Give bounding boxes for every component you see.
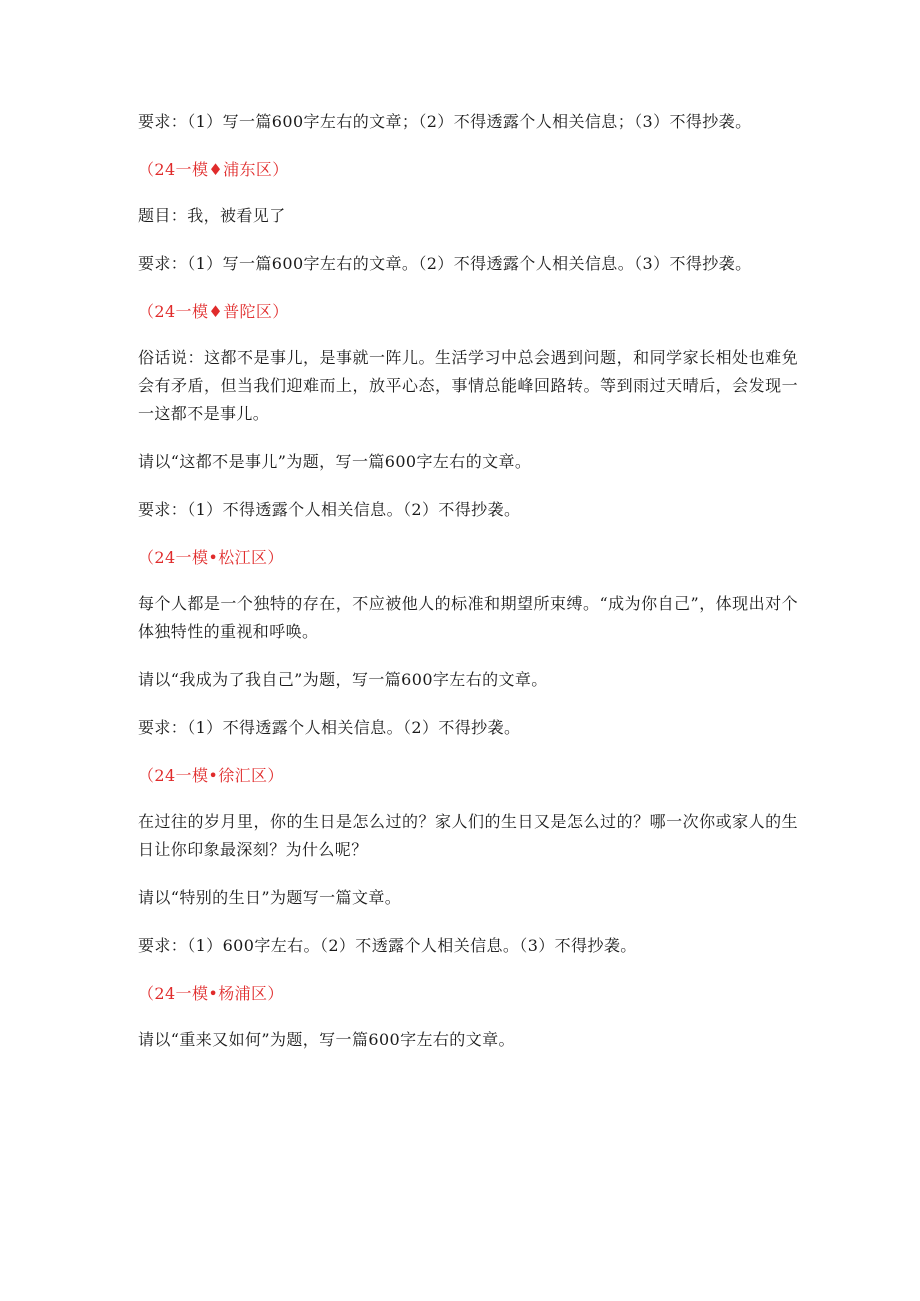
prompt-instruction: 请以“我成为了我自己”为题，写一篇600字左右的文章。 <box>138 670 548 689</box>
source-label-pudong: （24一模♦浦东区） <box>138 160 289 179</box>
requirements-paragraph: 要求：（1）写一篇600字左右的文章。（2）不得透露个人相关信息。（3）不得抄袭。 <box>138 254 752 273</box>
prompt-instruction: 请以“这都不是事儿”为题，写一篇600字左右的文章。 <box>138 452 532 471</box>
requirements-paragraph: 要求：（1）写一篇600字左右的文章；（2）不得透露个人相关信息；（3）不得抄袭。 <box>138 112 752 131</box>
source-label-putuo: （24一模♦普陀区） <box>138 302 289 321</box>
source-label-xuhui: （24一模•徐汇区） <box>138 766 284 785</box>
requirements-paragraph: 要求：（1）不得透露个人相关信息。（2）不得抄袭。 <box>138 500 521 519</box>
requirements-paragraph: 要求：（1）不得透露个人相关信息。（2）不得抄袭。 <box>138 718 521 737</box>
document-body <box>138 108 798 1054</box>
prompt-paragraph: 俗话说：这都不是事儿，是事就一阵儿。生活学习中总会遇到问题，和同学家长相处也难免会有矛盾，但当我们迎难而上，放平心态，事情总能峰回路转。等到雨过天晴后，会发现一一这都不是事儿。 <box>138 348 798 423</box>
prompt-instruction: 请以“特别的生日”为题写一篇文章。 <box>138 888 402 907</box>
prompt-title: 题目：我，被看见了 <box>138 206 286 225</box>
source-label-yangpu: （24一模•杨浦区） <box>138 984 284 1003</box>
prompt-paragraph: 在过往的岁月里，你的生日是怎么过的？家人们的生日又是怎么过的？哪一次你或家人的生日让你印象最深刻？为什么呢？ <box>138 812 798 859</box>
prompt-instruction: 请以“重来又如何”为题，写一篇600字左右的文章。 <box>138 1030 515 1049</box>
source-label-songjiang: （24一模•松江区） <box>138 548 284 567</box>
prompt-paragraph: 每个人都是一个独特的存在，不应被他人的标准和期望所束缚。“成为你自己”，体现出对个体独特性的重视和呼唤。 <box>138 594 798 641</box>
requirements-paragraph: 要求：（1）600字左右。（2）不透露个人相关信息。（3）不得抄袭。 <box>138 936 637 955</box>
